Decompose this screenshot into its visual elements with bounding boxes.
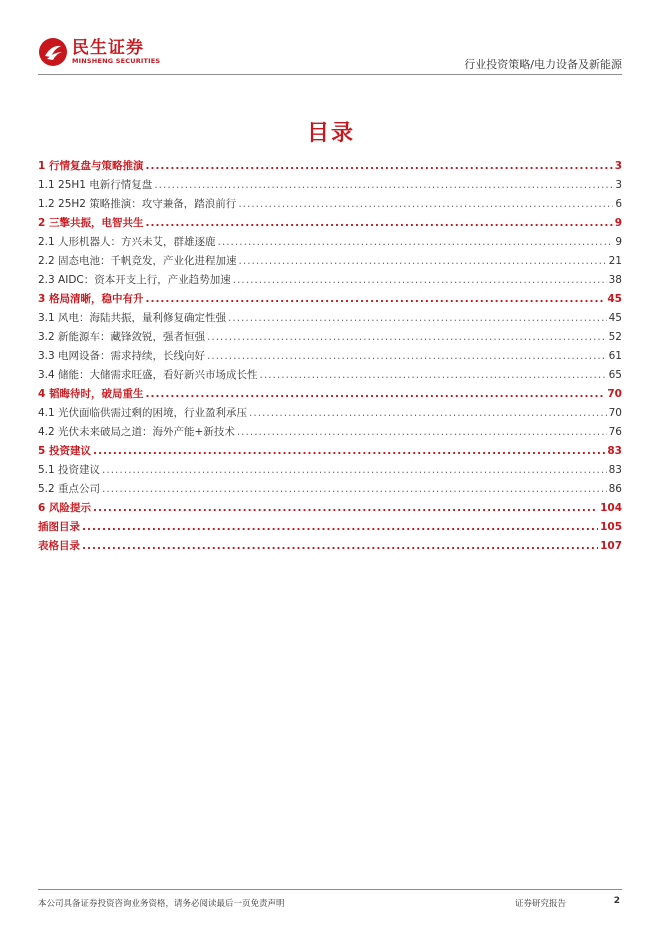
toc-dot-leader: [93, 445, 605, 457]
toc-entry-page: 3: [615, 179, 622, 191]
page-number: 2: [613, 896, 620, 906]
logo-name-en: MINSHENG SECURITIES: [72, 56, 161, 65]
toc-entry-label: 3.3 电网设备：需求持续，长线向好: [38, 350, 206, 362]
toc-entry-label: 1.1 25H1 电新行情复盘: [38, 179, 153, 191]
header-divider: [38, 74, 622, 75]
toc-dot-leader: [237, 426, 607, 438]
toc-section-entry[interactable]: [38, 329, 622, 348]
toc-dot-leader: [249, 407, 607, 419]
toc-entry-label: 1.2 25H2 策略推演：攻守兼备，踏浪前行: [38, 198, 237, 210]
toc-section-entry[interactable]: [38, 234, 622, 253]
toc-section-entry[interactable]: [38, 272, 622, 291]
toc-dot-leader: [145, 217, 612, 229]
toc-entry-page: 70: [608, 407, 622, 419]
footer-doc-type: 证券研究报告: [515, 899, 567, 909]
toc-entry-label: 2.2 固态电池：千帆竞发，产业化进程加速: [38, 255, 237, 267]
toc-section-entry[interactable]: [38, 424, 622, 443]
toc-entry-label: 5.2 重点公司: [38, 483, 101, 495]
toc-entry-page: 38: [608, 274, 622, 286]
toc-entry-label: 3.2 新能源车：藏锋敛锐，强者恒强: [38, 331, 206, 343]
toc-chapter-entry[interactable]: [38, 386, 622, 405]
toc-section-entry[interactable]: [38, 481, 622, 500]
toc-entry-page: 104: [600, 502, 622, 514]
toc-entry-label: 2.3 AIDC：资本开支上行，产业趋势加速: [38, 274, 231, 286]
toc-entry-label: 2.1 人形机器人：方兴未艾，群雄逐鹿: [38, 236, 216, 248]
toc-entry-page: 6: [615, 198, 622, 210]
toc-entry-label: 2 三擎共振，电智共生: [38, 217, 144, 229]
toc-dot-leader: [207, 350, 607, 362]
brand-logo: [38, 34, 160, 70]
toc-chapter-entry[interactable]: [38, 500, 622, 519]
minsheng-logo-icon: [38, 37, 68, 67]
toc-chapter-entry[interactable]: [38, 291, 622, 310]
toc-entry-label: 6 风险提示: [38, 502, 91, 514]
toc-entry-page: 52: [608, 331, 622, 343]
footer-divider: [38, 889, 622, 890]
toc-entry-label: 3.1 风电：海陆共振，量利修复确定性强: [38, 312, 227, 324]
toc-dot-leader: [233, 274, 607, 286]
toc-chapter-entry[interactable]: [38, 158, 622, 177]
toc-dot-leader: [239, 255, 607, 267]
toc-title: 目录: [306, 121, 355, 146]
toc-entry-page: 45: [607, 293, 622, 305]
toc-dot-leader: [93, 502, 598, 514]
toc-dot-leader: [145, 293, 605, 305]
table-of-contents: [38, 158, 622, 557]
toc-entry-page: 61: [608, 350, 622, 362]
toc-dot-leader: [238, 198, 613, 210]
toc-section-entry[interactable]: [38, 177, 622, 196]
toc-entry-label: 1 行情复盘与策略推演: [38, 160, 144, 172]
toc-dot-leader: [154, 179, 613, 191]
toc-section-entry[interactable]: [38, 367, 622, 386]
toc-dot-leader: [82, 521, 598, 533]
toc-dot-leader: [218, 236, 614, 248]
footer-disclaimer: 本公司具备证券投资咨询业务资格，请务必阅读最后一页免责声明: [38, 899, 285, 909]
toc-dot-leader: [102, 483, 607, 495]
toc-dot-leader: [145, 388, 605, 400]
toc-entry-page: 70: [607, 388, 622, 400]
toc-entry-page: 65: [608, 369, 622, 381]
toc-entry-page: 9: [614, 217, 622, 229]
toc-entry-page: 105: [600, 521, 622, 533]
toc-chapter-entry[interactable]: [38, 215, 622, 234]
toc-entry-label: 4.2 光伏未来破局之道：海外产能+新技术: [38, 426, 235, 438]
toc-dot-leader: [260, 369, 607, 381]
toc-entry-label: 5.1 投资建议: [38, 464, 101, 476]
page-header: [38, 34, 622, 74]
toc-entry-label: 4.1 光伏面临供需过剩的困境，行业盈利承压: [38, 407, 248, 419]
toc-dot-leader: [102, 464, 607, 476]
toc-dot-leader: [82, 540, 598, 552]
toc-entry-page: 3: [614, 160, 622, 172]
toc-entry-label: 5 投资建议: [38, 445, 91, 457]
toc-chapter-entry[interactable]: [38, 538, 622, 557]
toc-section-entry[interactable]: [38, 196, 622, 215]
toc-entry-page: 83: [607, 445, 622, 457]
toc-section-entry[interactable]: [38, 405, 622, 424]
toc-entry-label: 表格目录: [38, 540, 80, 552]
report-category: 行业投资策略/电力设备及新能源: [464, 58, 622, 71]
toc-entry-label: 插图目录: [38, 521, 80, 533]
toc-section-entry[interactable]: [38, 348, 622, 367]
toc-entry-page: 45: [608, 312, 622, 324]
toc-dot-leader: [228, 312, 607, 324]
toc-entry-page: 86: [608, 483, 622, 495]
toc-entry-label: 3 格局清晰，稳中有升: [38, 293, 144, 305]
toc-entry-label: 4 韬晦待时，破局重生: [38, 388, 144, 400]
toc-dot-leader: [145, 160, 612, 172]
logo-name-cn: 民生证券: [72, 37, 144, 58]
toc-chapter-entry[interactable]: [38, 443, 622, 462]
toc-entry-page: 83: [608, 464, 622, 476]
toc-section-entry[interactable]: [38, 462, 622, 481]
toc-entry-page: 9: [615, 236, 622, 248]
toc-chapter-entry[interactable]: [38, 519, 622, 538]
toc-section-entry[interactable]: [38, 253, 622, 272]
toc-entry-page: 21: [608, 255, 622, 267]
toc-entry-page: 76: [608, 426, 622, 438]
toc-entry-label: 3.4 储能：大储需求旺盛，看好新兴市场成长性: [38, 369, 258, 381]
toc-dot-leader: [207, 331, 607, 343]
toc-section-entry[interactable]: [38, 310, 622, 329]
toc-entry-page: 107: [600, 540, 622, 552]
